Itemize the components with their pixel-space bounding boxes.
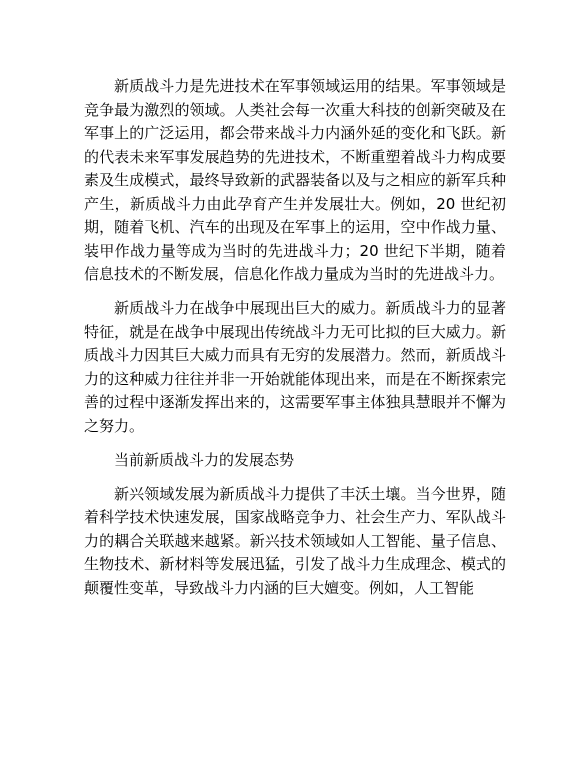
paragraph-1: 新质战斗力是先进技术在军事领域运用的结果。军事领域是竞争最为激烈的领域。人类社会每一次重大科技的创新突破及在军事上的广泛运用，都会带来战斗力内涵外延的变化和飞跃。新的代表未来军事发展趋势的先进技术，不断重塑着战斗力构成要素及生成模式，最终导致新的武器装备以及与之相应的新军兵种产生，新质战斗力由此孕育产生并发展壮大。例如，20 世纪初期，随着飞机、汽车的出现及在军事上的运用，空中作战力量、装甲作战力量等成为当时的先进战斗力；20 世纪下半期，随着信息技术的不断发展，信息化作战力量成为当时的先进战斗力。 xyxy=(84,77,506,283)
paragraph-2: 新质战斗力在战争中展现出巨大的威力。新质战斗力的显著特征，就是在战争中展现出传统战斗力无可比拟的巨大威力。新质战斗力因其巨大威力而具有无穷的发展潜力。然而，新质战斗力的这种威力往往并非一开始就能体现出来，而是在不断探索完善的过程中逐渐发挥出来的，这需要军事主体独具慧眼并不懈为之努力。 xyxy=(84,299,506,435)
paragraph-3: 新兴领域发展为新质战斗力提供了丰沃土壤。当今世界，随着科学技术快速发展，国家战略竞争力、社会生产力、军队战斗力的耦合关联越来越紧。新兴技术领域如人工智能、量子信息、生物技术、新材料等发展迅猛，引发了战斗力生成理念、模式的颠覆性变革，导致战斗力内涵的巨大嬗变。例如，人工智能 xyxy=(84,484,506,597)
section-heading: 当前新质战斗力的发展态势 xyxy=(114,450,295,469)
document-body xyxy=(84,75,506,611)
